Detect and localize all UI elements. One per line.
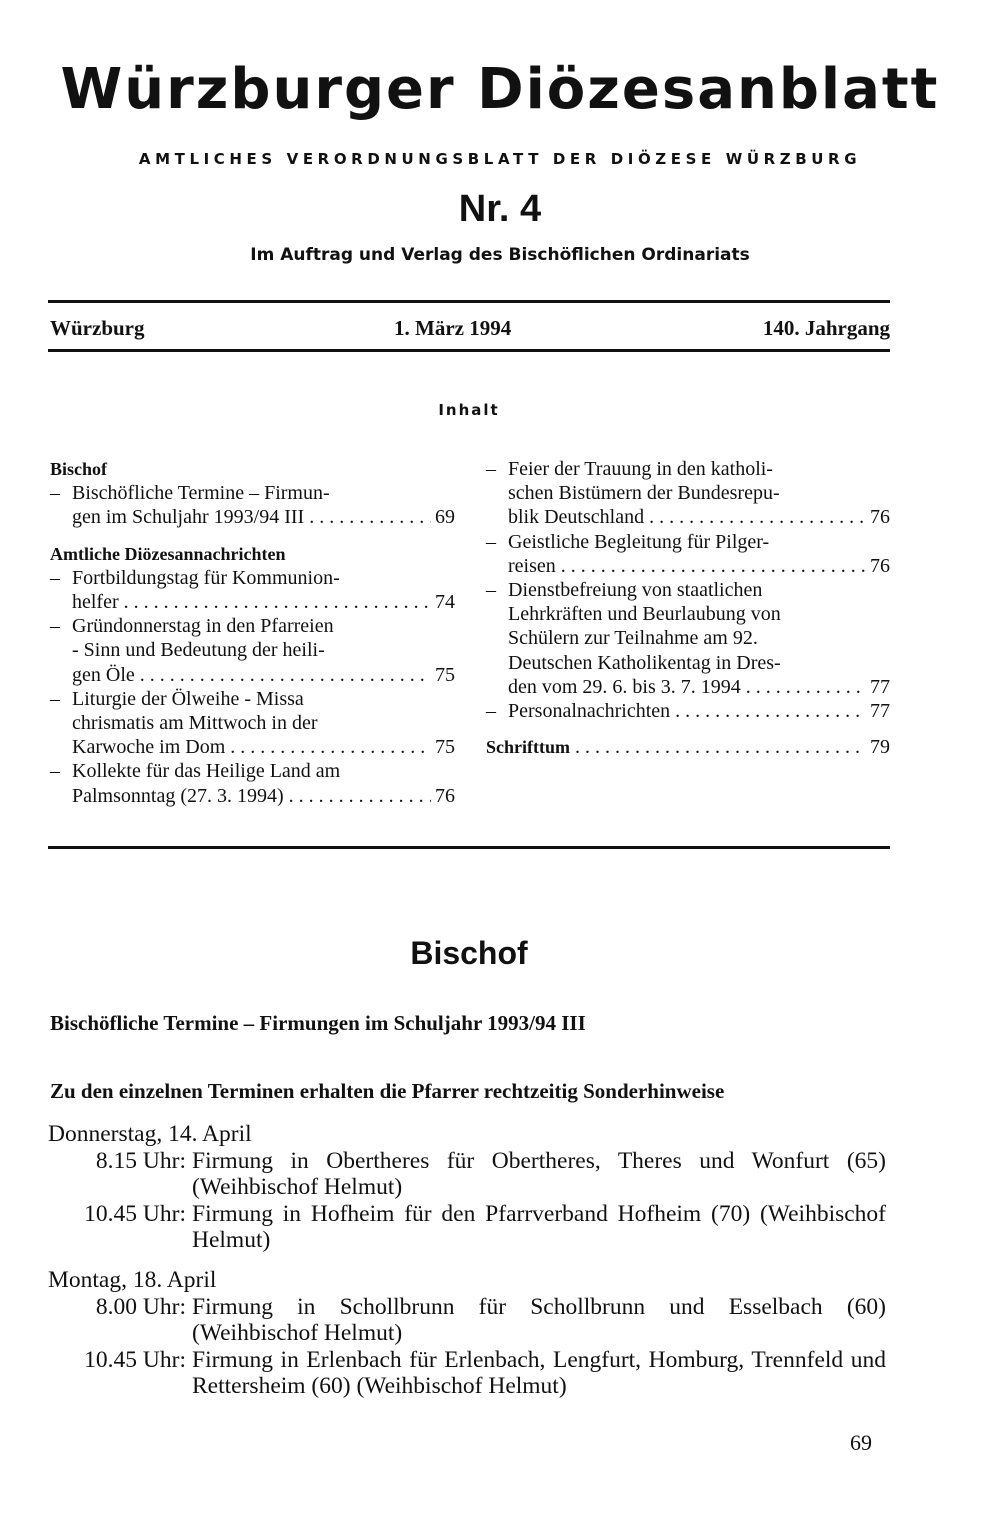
toc-page-number: 77 — [866, 675, 890, 699]
place: Würzburg — [50, 316, 145, 340]
slot-time: 10.45 Uhr: — [84, 1346, 186, 1373]
slot-text: Firmung in Schollbrunn für Schollbrunn und Esselbach (60) (Weihbischof Helmut) — [192, 1293, 886, 1346]
toc-right-column — [486, 457, 890, 759]
day-label: Donnerstag, 14. April — [48, 1121, 252, 1147]
toc-page-number: 75 — [431, 663, 455, 687]
toc-page-number: 74 — [431, 590, 455, 614]
toc-left-column — [50, 457, 455, 808]
slot-time: 8.15 Uhr: — [95, 1147, 186, 1174]
page-number: 69 — [850, 1430, 872, 1455]
issue-date: 1. März 1994 — [394, 316, 512, 340]
section-title: Bischof — [410, 935, 528, 971]
top-rule — [48, 300, 890, 303]
toc-section-amtliche: Amtliche Diözesannachrichten — [50, 543, 286, 564]
masthead-title: Würzburger Diözesanblatt — [60, 57, 940, 122]
info-rule — [48, 349, 890, 352]
toc-entry[interactable]: – Dienstbefreiung von staatlichen Lehrkräften und Beurlaubung von Schülern zur Teilnahme am 92. Deutschen Katholikentag in Dres- den vom 29. 6. bis 3. 7. 1994 77 . . . — [486, 578, 890, 699]
masthead-subtitle: AMTLICHES VERORDNUNGSBLATT DER DIÖZESE WÜRZBURG — [138, 150, 862, 168]
toc-entry[interactable]: – Geistliche Begleitung für Pilger- reisen 76 . . . — [486, 530, 890, 578]
publisher-line: Im Auftrag und Verlag des Bischöflichen Ordinariats — [250, 245, 750, 265]
toc-entry[interactable]: – Personalnachrichten 77 . . . — [486, 699, 890, 723]
slot-text: Firmung in Hofheim für den Pfarrverband Hofheim (70) (Weihbischof Helmut) — [192, 1200, 886, 1253]
article-note: Zu den einzelnen Terminen erhalten die Pfarrer rechtzeitig Sonderhinweise — [50, 1079, 725, 1103]
toc-heading: Inhalt — [438, 401, 500, 419]
schedule-day — [48, 1121, 886, 1254]
slot-text: Firmung in Erlenbach für Erlenbach, Lengfurt, Homburg, Trennfeld und Rettersheim (60) (Weihbischof Helmut) — [192, 1346, 886, 1399]
volume: 140. Jahrgang — [762, 316, 890, 340]
schedule-slot — [48, 1148, 886, 1201]
toc-entry[interactable]: – Fortbildungstag für Kommunion- helfer 74 . . . — [50, 566, 455, 614]
schedule-slot — [48, 1201, 886, 1254]
toc-entry[interactable]: – Kollekte für das Heilige Land am Palmsonntag (27. 3. 1994) 76 . . . — [50, 759, 455, 807]
slot-time: 10.45 Uhr: — [84, 1200, 186, 1227]
schedule-slot — [48, 1294, 886, 1347]
issue-number: Nr. 4 — [458, 188, 542, 230]
toc-page-number: 75 — [431, 735, 455, 759]
toc-page-number: 76 — [866, 505, 890, 529]
toc-entry[interactable]: – Liturgie der Ölweihe - Missa chrismatis am Mittwoch in der Karwoche im Dom 75 . . . — [50, 687, 455, 760]
toc-section-bischof: Bischof — [50, 459, 108, 479]
toc-page-number: 69 — [431, 505, 455, 529]
slot-text: Firmung in Obertheres für Obertheres, Theres und Wonfurt (65) (Weihbischof Helmut) — [192, 1147, 886, 1200]
toc-bottom-rule — [48, 846, 890, 849]
day-label: Montag, 18. April — [48, 1267, 217, 1293]
toc-entry[interactable]: – Gründonnerstag in den Pfarreien - Sinn und Bedeutung der heili- gen Öle 75 . . . — [50, 614, 455, 687]
article-title: Bischöfliche Termine – Firmungen im Schuljahr 1993/94 III — [50, 1011, 586, 1035]
toc-page-number: 77 — [866, 699, 890, 723]
toc-entry[interactable]: – Bischöfliche Termine – Firmun- gen im Schuljahr 1993/94 III 69 . . . — [50, 481, 455, 529]
schedule-slot — [48, 1347, 886, 1400]
toc-entry[interactable]: – Feier der Trauung in den katholi- schen Bistümern der Bundesrepu- blik Deutschland 76 . . . — [486, 457, 890, 530]
toc-page-number: 76 — [431, 784, 455, 808]
schedule-day — [48, 1267, 886, 1400]
slot-time: 8.00 Uhr: — [95, 1293, 186, 1320]
toc-page-number: 76 — [866, 554, 890, 578]
toc-entry-schrifttum[interactable]: Schrifttum 79 . . . — [486, 735, 890, 759]
toc-page-number: 79 — [866, 735, 890, 759]
